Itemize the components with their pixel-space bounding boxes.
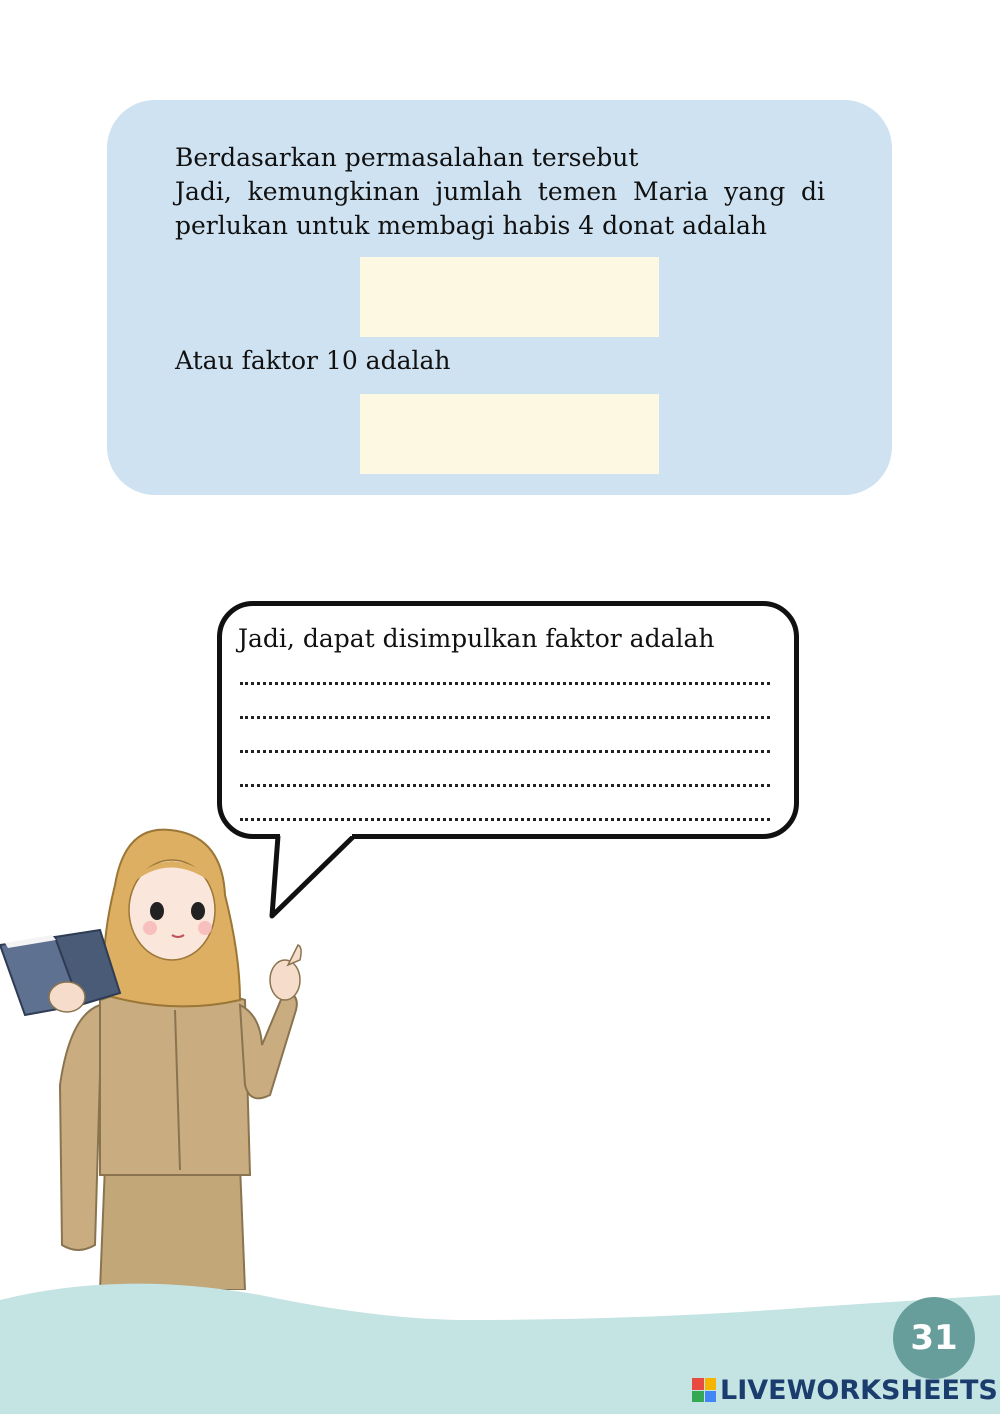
teacher-illustration: [0, 825, 320, 1290]
panel-question-text: Jadi, kemungkinan jumlah temen Maria yang di perlukan untuk membagi habis 4 donat adalah: [175, 177, 825, 240]
liveworksheets-brand[interactable]: [692, 1374, 998, 1406]
page-number-badge: 31: [893, 1297, 975, 1379]
brand-name: LIVEWORKSHEETS: [720, 1374, 998, 1406]
panel-intro-text: Berdasarkan permasalahan tersebut: [175, 143, 639, 172]
liveworksheets-logo-icon: [692, 1378, 716, 1402]
answer-box-factors-10[interactable]: [360, 394, 659, 474]
answer-line-5[interactable]: [240, 818, 770, 821]
answer-line-2[interactable]: [240, 716, 770, 719]
panel-factor-10-text: Atau faktor 10 adalah: [175, 346, 451, 375]
answer-line-3[interactable]: [240, 750, 770, 753]
answer-box-factors-4[interactable]: [360, 257, 659, 337]
answer-line-1[interactable]: [240, 682, 770, 685]
answer-line-4[interactable]: [240, 784, 770, 787]
bubble-prompt-text: Jadi, dapat disimpulkan faktor adalah: [238, 624, 715, 653]
